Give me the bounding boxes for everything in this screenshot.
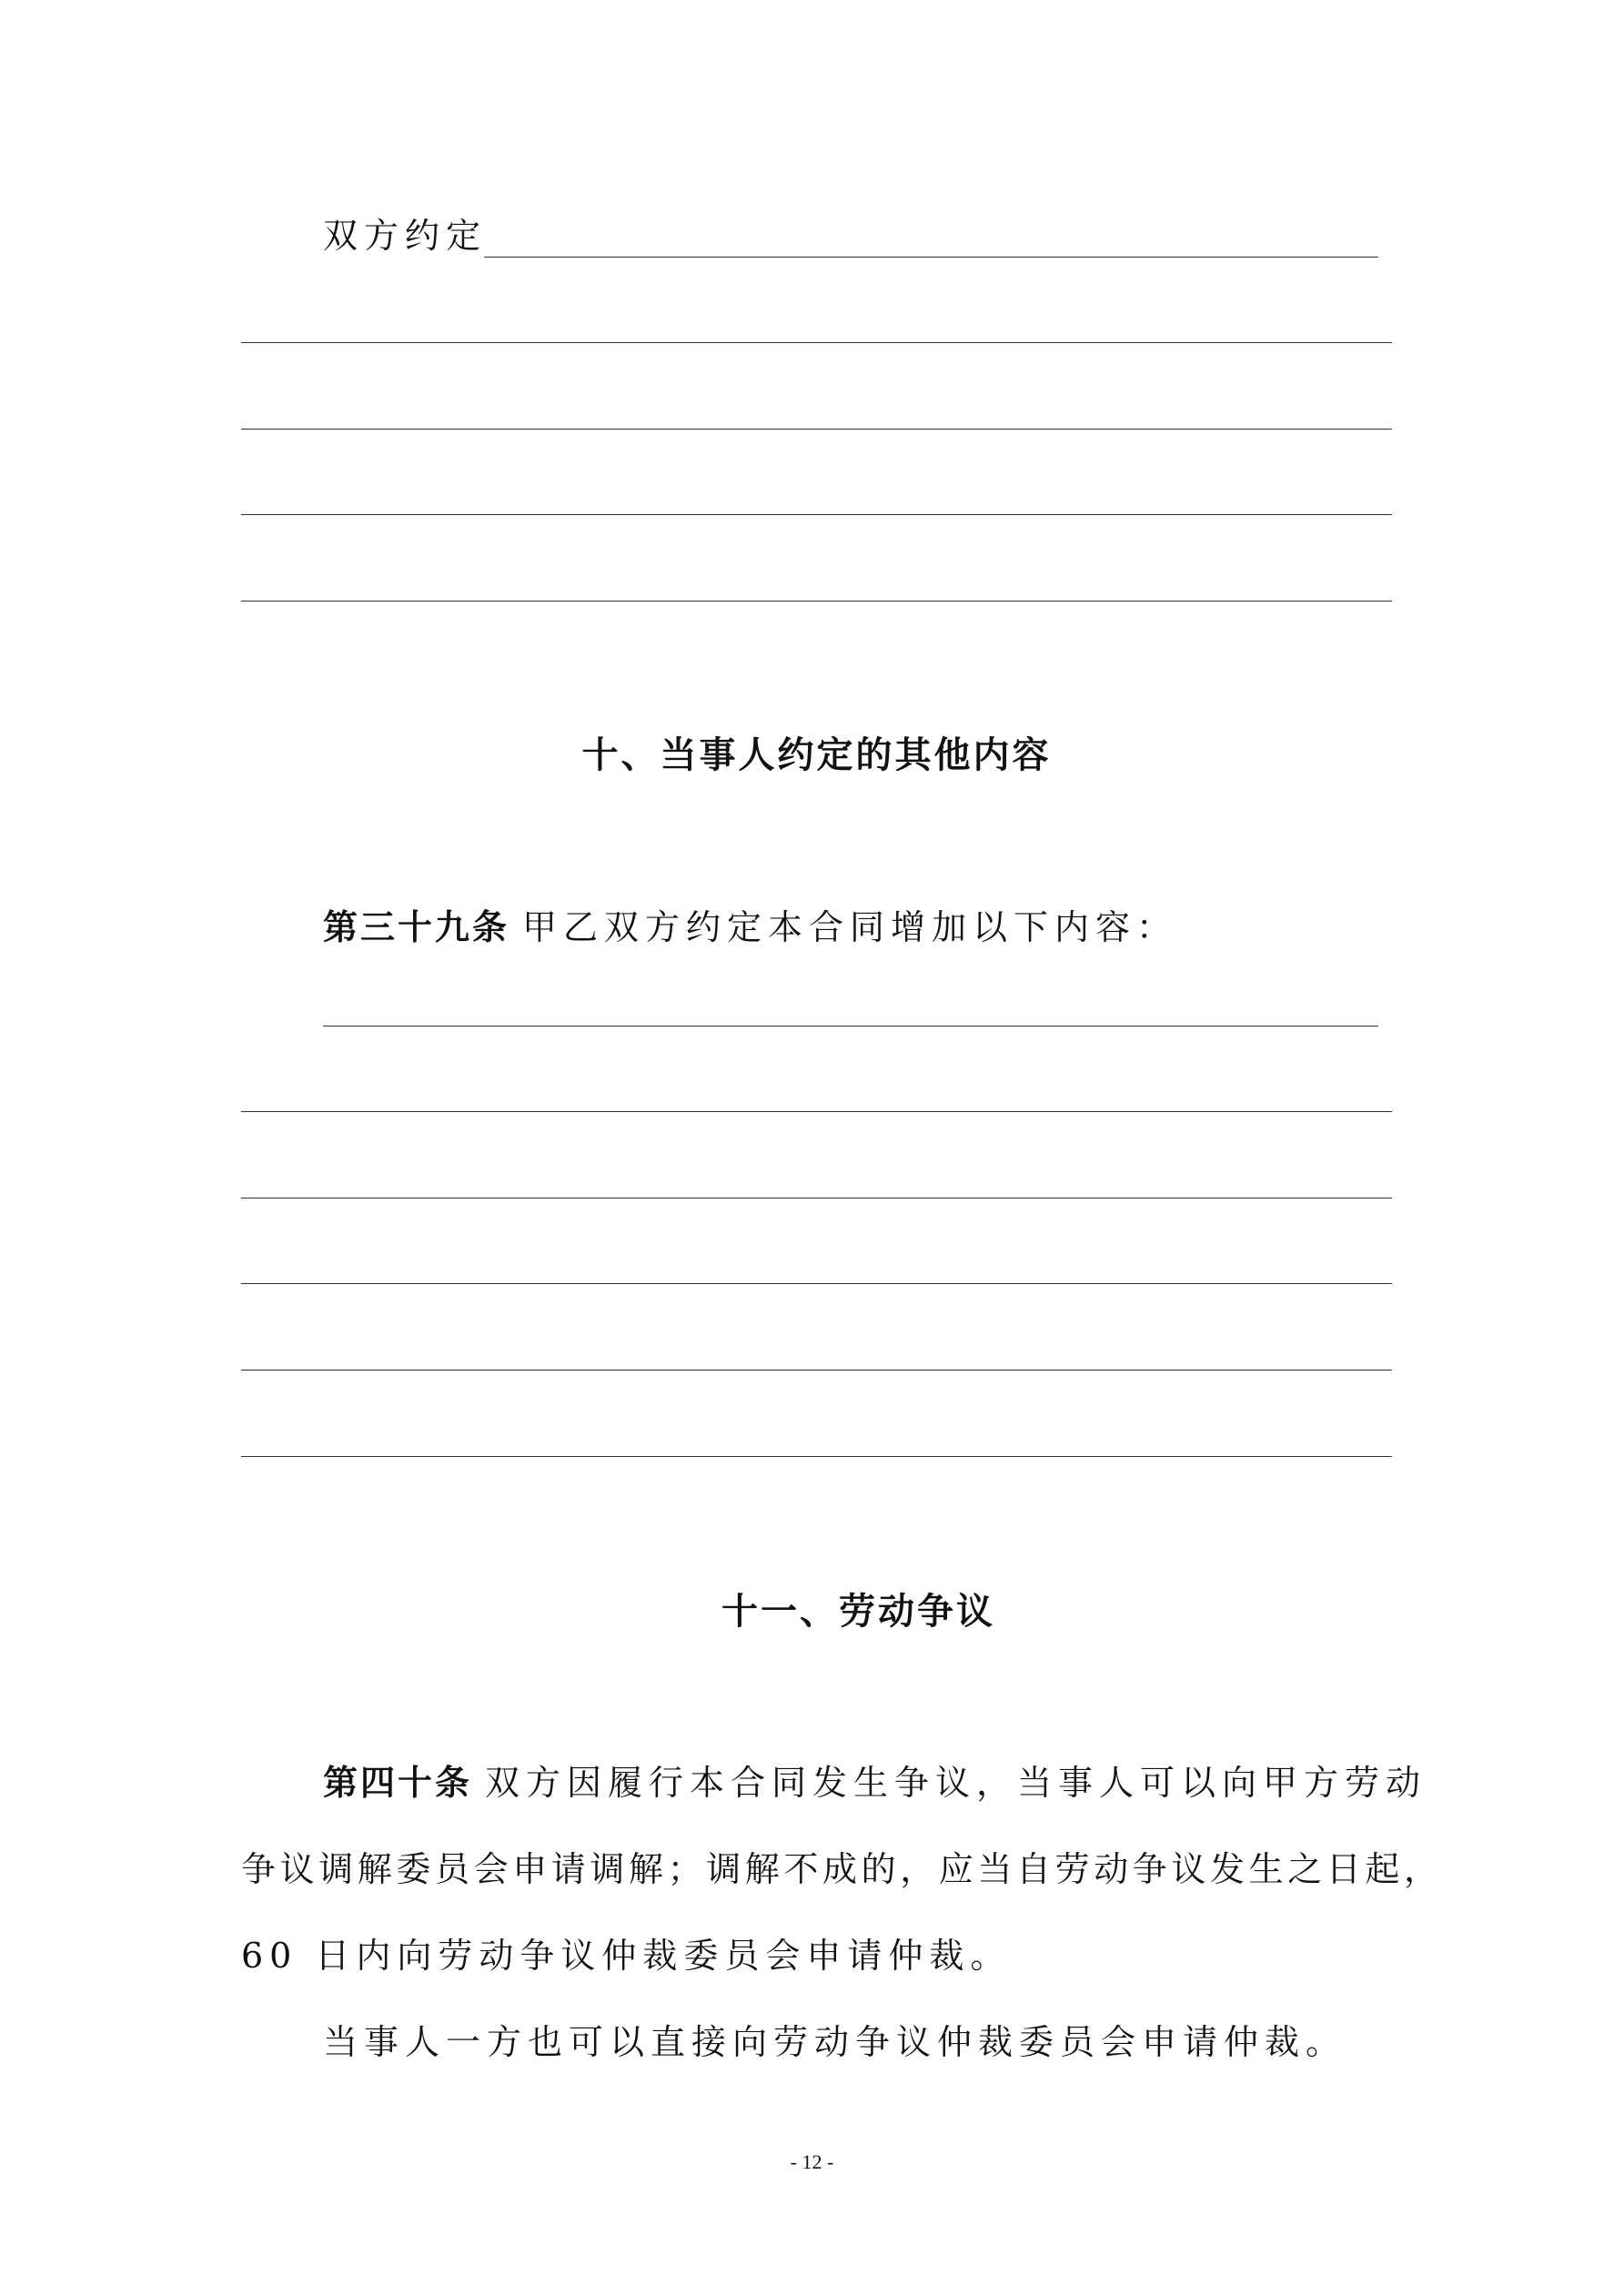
- fill-line: [241, 1456, 1392, 1457]
- fill-line: [241, 1111, 1392, 1112]
- article-39-text: 甲乙双方约定本合同增加以下内容：: [522, 907, 1178, 947]
- article-40-label: 第四十条: [323, 1762, 473, 1803]
- section-heading-11: 十一、劳动争议: [721, 1590, 995, 1633]
- section-heading-10: 十、当事人约定的其他内容: [581, 733, 1052, 776]
- article-40-line-1: [323, 1762, 1427, 1803]
- agreement-label: 双方约定: [323, 216, 488, 256]
- article-40-line-2: 争议调解委员会申请调解；调解不成的，应当自劳动争议发生之日起，: [241, 1849, 1443, 1889]
- article-39-label: 第三十九条: [323, 906, 510, 947]
- article-40-line-3: 60 日内向劳动争议仲裁委员会申请仲裁。: [241, 1936, 1012, 1976]
- fill-line: [241, 1370, 1392, 1371]
- article-39: [323, 906, 1178, 947]
- fill-line: [484, 257, 1378, 258]
- fill-line: [241, 429, 1392, 430]
- fill-line: [241, 1283, 1392, 1284]
- fill-line: [241, 1198, 1392, 1199]
- article-40-text: 双方因履行本合同发生争议，当事人可以向甲方劳动: [485, 1763, 1427, 1803]
- fill-line: [323, 1026, 1378, 1027]
- fill-line: [241, 342, 1392, 343]
- fill-line: [241, 601, 1392, 602]
- fill-line: [241, 514, 1392, 515]
- article-40-para-2: 当事人一方也可以直接向劳动争议仲裁委员会申请仲裁。: [323, 2022, 1347, 2062]
- page-number: - 12 -: [790, 2150, 834, 2173]
